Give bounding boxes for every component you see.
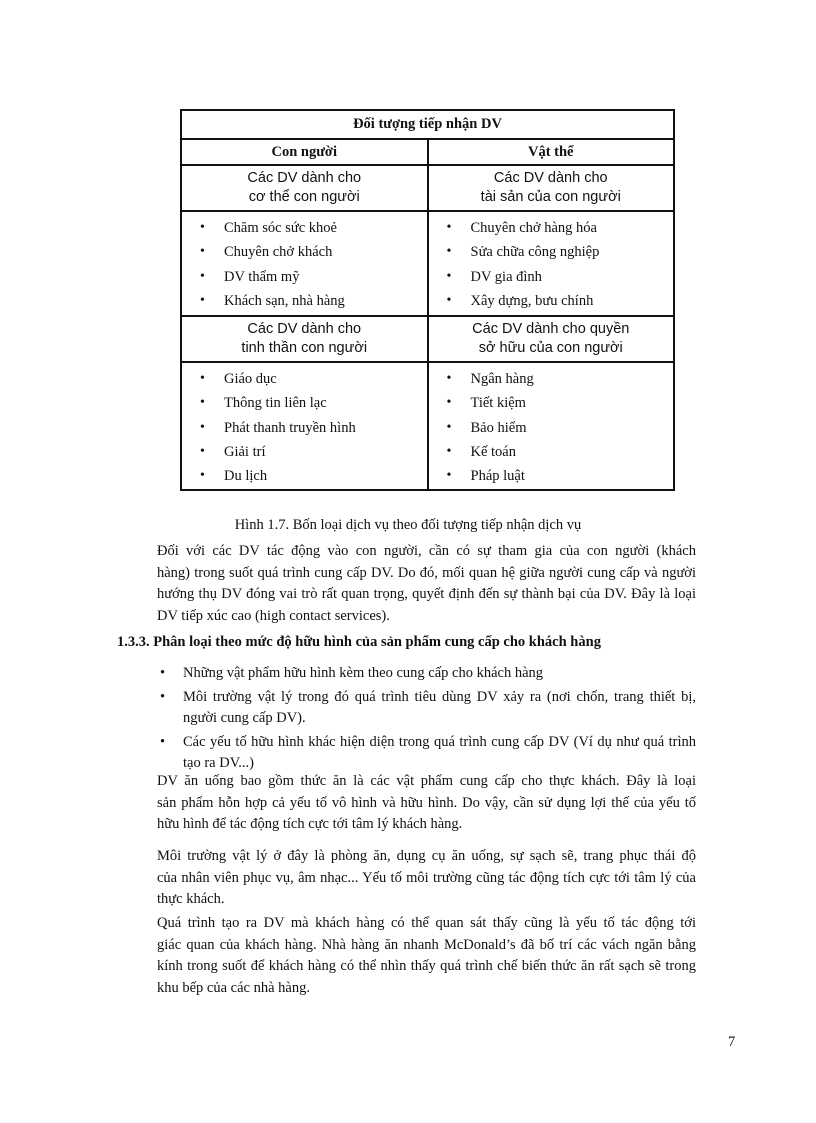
list-item: • Du lịch — [200, 464, 427, 488]
list-item: • Pháp luật — [447, 464, 674, 488]
property-services-list — [427, 212, 674, 315]
list-item: • Chăm sóc sức khoẻ — [200, 216, 427, 240]
list-item: • DV gia đình — [447, 265, 674, 289]
column-header-people: Con người — [271, 143, 337, 160]
list-item: • Xây dựng, bưu chính — [447, 289, 674, 313]
category-property-services: Các DV dành cho tài sản của con người — [427, 166, 674, 210]
mind-services-list — [182, 363, 427, 489]
list-item: • Giải trí — [200, 440, 427, 464]
body-services-list — [182, 212, 427, 315]
paragraph-physical-environment: Môi trường vật lý ở đây là phòng ăn, dụng cụ ăn uống, sự sạch sẽ, trang phục thái độ của nhân viên phục vụ, âm nhạc... Yếu tố môi trường cũng tác động tích cực tới tâm lý của thực khách. — [157, 848, 696, 907]
page-number: 7 — [728, 1034, 736, 1050]
list-item: • Môi trường vật lý trong đó quá trình tiêu dùng DV xảy ra (nơi chốn, trang thiết bị, người cung cấp DV). — [160, 687, 696, 730]
column-header-objects: Vật thể — [427, 140, 674, 164]
paragraph-food-service: DV ăn uống bao gồm thức ăn là các vật phẩm cung cấp cho thực khách. Đây là loại sản phẩm hỗn hợp cả yếu tố vô hình và hữu hình. Do vậy, cần sử dụng lợi thế của yếu tố hữu hình để tác động tích cực tới tâm lý khách hàng. — [157, 773, 696, 832]
service-classification-table — [180, 109, 675, 491]
list-item: • Khách sạn, nhà hàng — [200, 289, 427, 313]
category-mind-services: Các DV dành cho tinh thần con người — [241, 321, 368, 356]
paragraph-high-contact: Đối với các DV tác động vào con người, cần có sự tham gia của con người (khách hàng) trong suốt quá trình cung cấp DV. Do đó, mối quan hệ giữa người cung cấp và người hướng thụ DV đóng vai trò rất quan trọng, quyết định đến sự thành bại của DV. Đây là loại DV tiếp xúc cao (high contact services). — [157, 543, 696, 624]
list-item: • Thông tin liên lạc — [200, 391, 427, 415]
paragraph-service-process: Quá trình tạo ra DV mà khách hàng có thể quan sát thấy cũng là yếu tố tác động tới giác quan của khách hàng. Nhà hàng ăn nhanh McDonald’s đã bố trí các vách ngăn bằng kính trong suốt để khách hàng có thể nhìn thấy quá trình chế biến thức ăn rất sạch sẽ trong khu bếp của các nhà hàng. — [157, 915, 696, 996]
figure-caption: Hình 1.7. Bốn loại dịch vụ theo đối tượng tiếp nhận dịch vụ — [234, 517, 582, 533]
list-item: • DV thẩm mỹ — [200, 265, 427, 289]
section-heading: 1.3.3. Phân loại theo mức độ hữu hình của sản phẩm cung cấp cho khách hàng — [117, 634, 601, 650]
table-header: Đối tượng tiếp nhận DV — [353, 116, 502, 132]
list-item: • Các yếu tố hữu hình khác hiện diện trong quá trình cung cấp DV (Ví dụ như quá trình tạo ra DV...) — [160, 732, 696, 775]
list-item: • Bảo hiểm — [447, 416, 674, 440]
list-item: • Kế toán — [447, 440, 674, 464]
tangible-elements-list — [160, 663, 696, 777]
category-ownership-services: Các DV dành cho quyền sở hữu của con người — [427, 317, 674, 361]
list-item: • Ngân hàng — [447, 367, 674, 391]
list-item: • Những vật phẩm hữu hình kèm theo cung cấp cho khách hàng — [160, 663, 696, 685]
list-item: • Chuyên chở khách — [200, 240, 427, 264]
list-item: • Phát thanh truyền hình — [200, 416, 427, 440]
category-body-services: Các DV dành cho cơ thể con người — [247, 170, 362, 205]
ownership-services-list — [427, 363, 674, 489]
list-item: • Tiết kiệm — [447, 391, 674, 415]
list-item: • Chuyên chở hàng hóa — [447, 216, 674, 240]
list-item: • Sửa chữa công nghiệp — [447, 240, 674, 264]
list-item: • Giáo dục — [200, 367, 427, 391]
